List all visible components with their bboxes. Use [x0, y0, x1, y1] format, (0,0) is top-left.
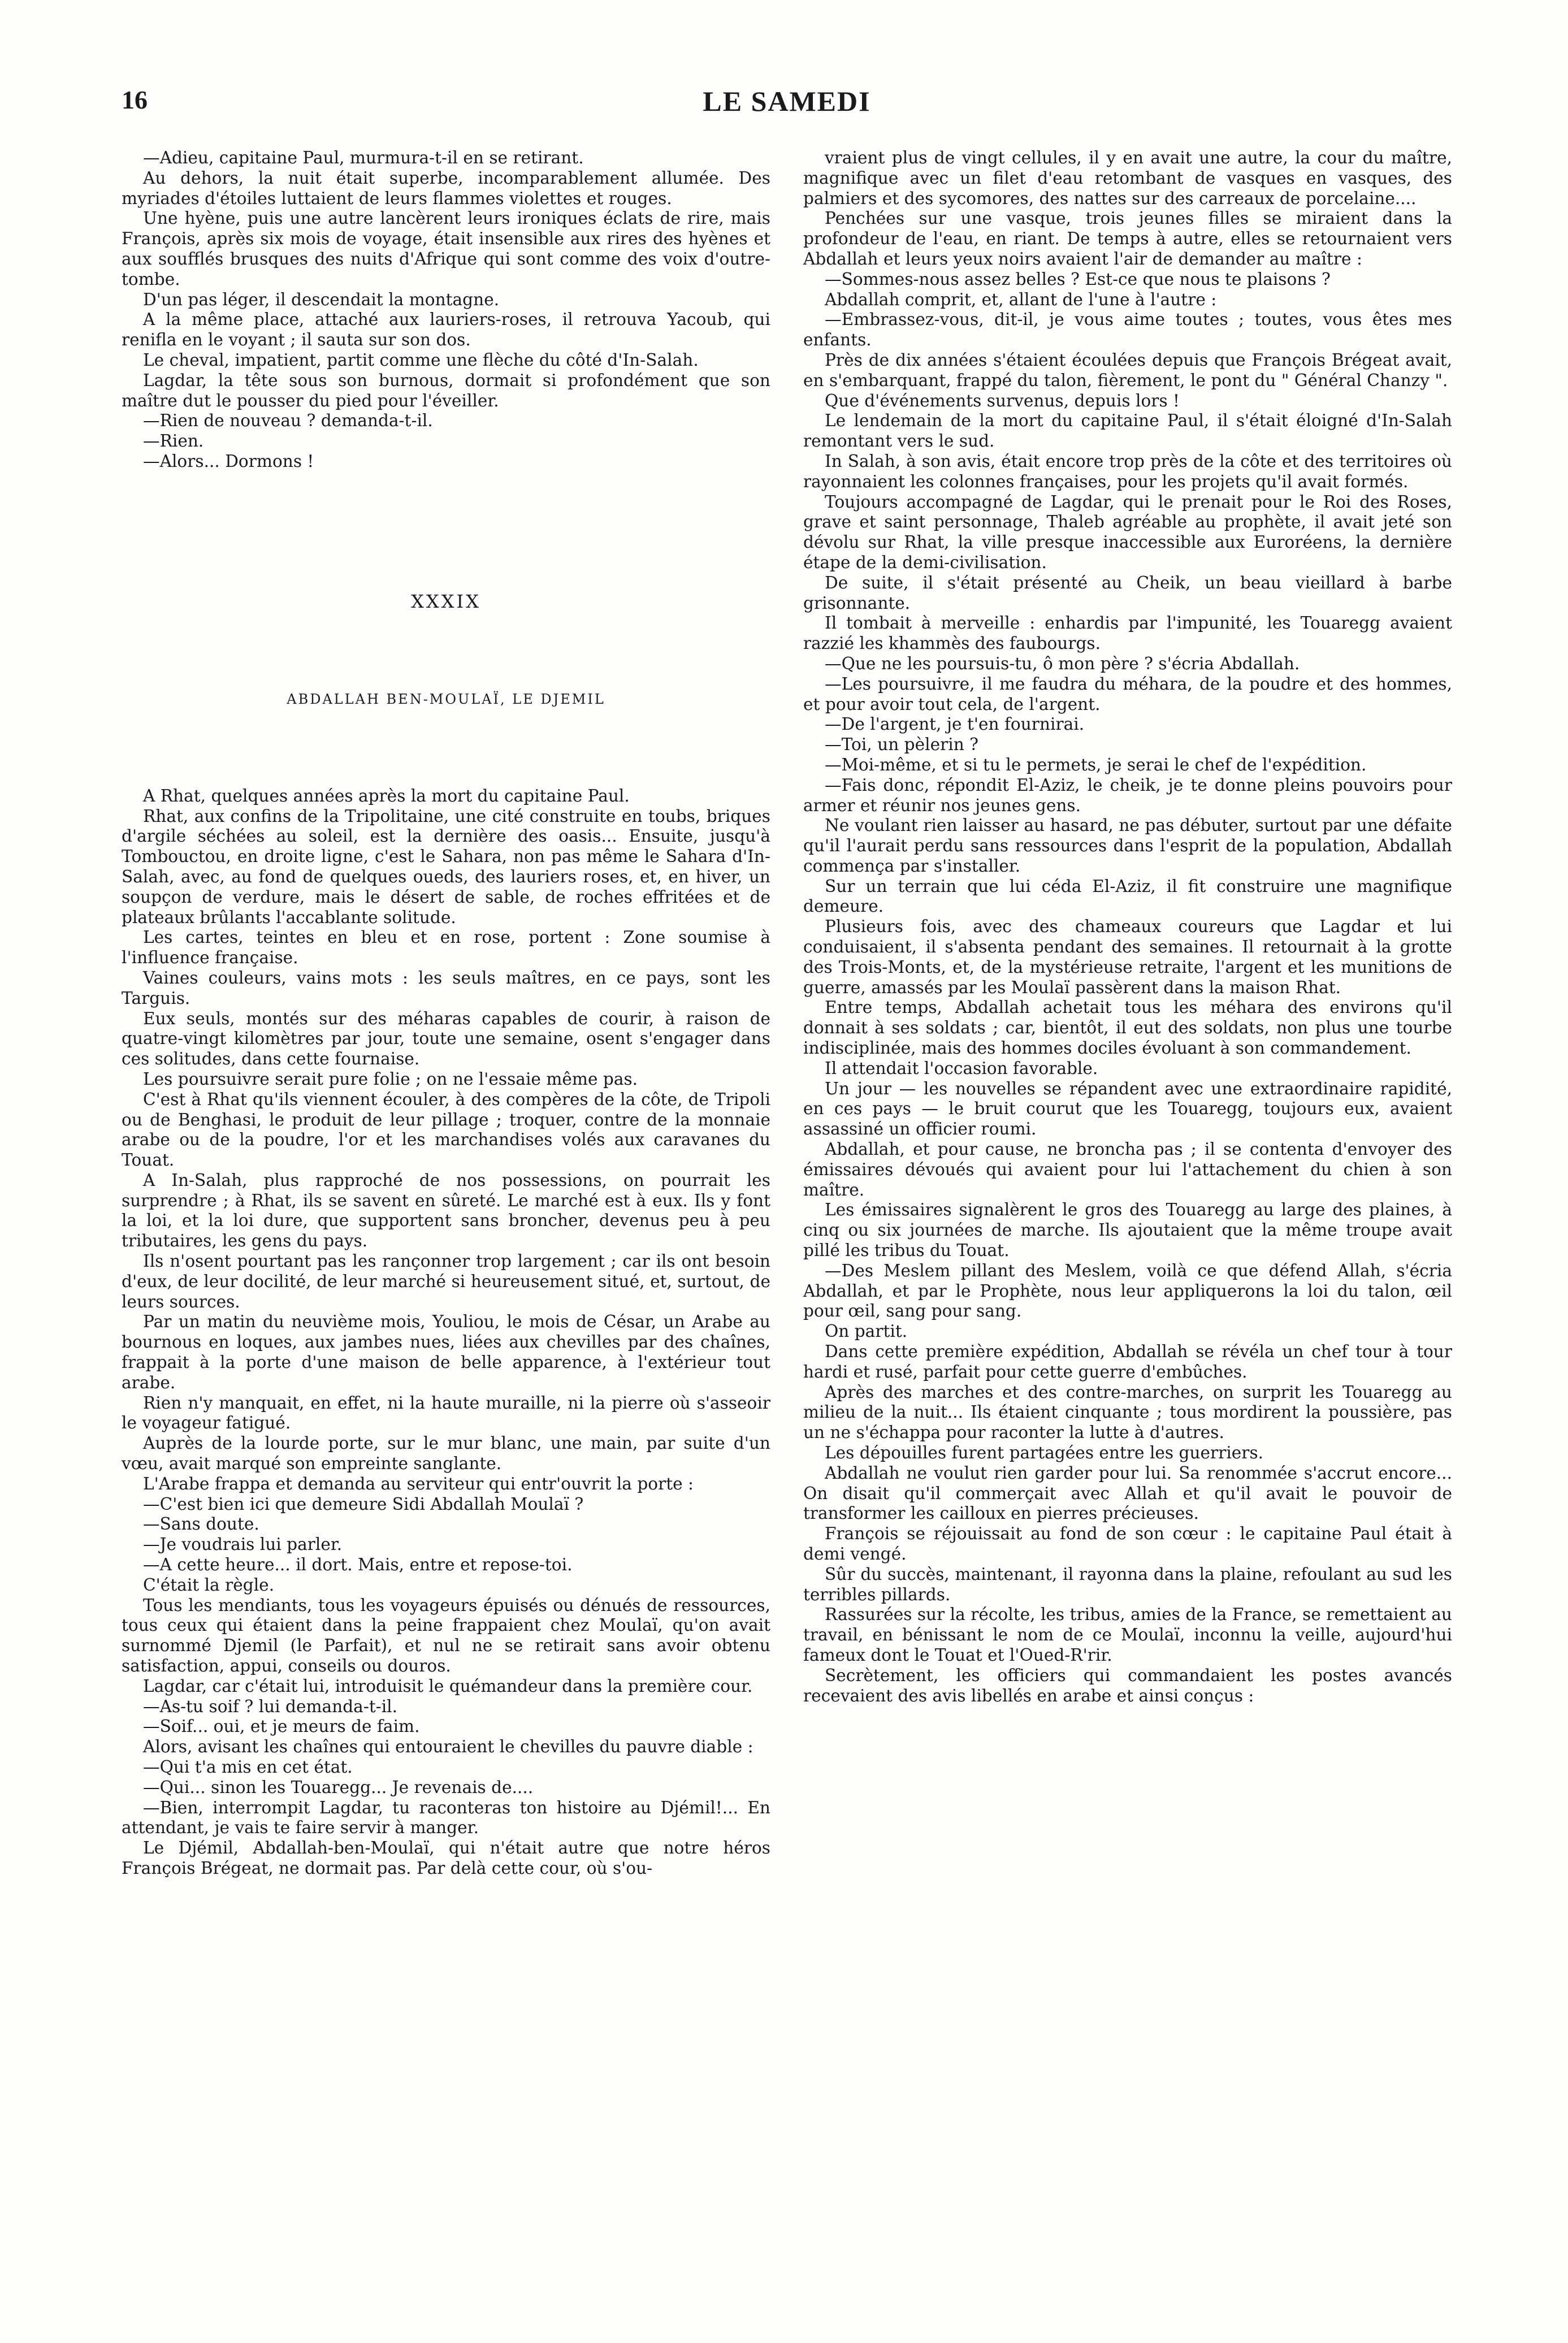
- paragraph: Entre temps, Abdallah achetait tous les méhara des environs qu'il donnait à ses soldats ; car, bientôt, il eut des soldats, non plus une tourbe indisciplinée, mais des hommes dociles évoluant à son commandement.: [803, 998, 1452, 1058]
- paragraph: Ils n'osent pourtant pas les rançonner trop largement ; car ils ont besoin d'eux, de leur docilité, de leur marché si heureusement situé, et, surtout, de leurs sources.: [122, 1251, 770, 1311]
- paragraph: In Salah, à son avis, était encore trop près de la côte et des territoires où rayonnaient les colonnes françaises, pour les projets qu'il avait formés.: [803, 451, 1452, 491]
- paragraph: C'est à Rhat qu'ils viennent écouler, à des compères de la côte, de Tripoli ou de Benghasi, le produit de leur pillage ; troquer, contre de la monnaie arabe ou de la poudre, l'or et les marchandises volés aux caravanes du Touat.: [122, 1089, 770, 1170]
- paragraph: —Sommes-nous assez belles ? Est-ce que nous te plaisons ?: [825, 269, 1331, 289]
- paragraph: Abdallah ne voulut rien garder pour lui. Sa renommée s'accrut encore... On disait qu'il commerçait avec Allah et qu'il avait le pouvoir de transformer les cailloux en pierres précieuses.: [803, 1463, 1452, 1523]
- page-number: 16: [122, 85, 148, 114]
- paragraph: Auprès de la lourde porte, sur le mur blanc, une main, par suite d'un vœu, avait marqué son empreinte sanglante.: [122, 1433, 770, 1474]
- paragraph: —Rien.: [143, 431, 204, 451]
- left-after-chapter: [122, 786, 770, 1879]
- paragraph: —Embrassez-vous, dit-il, je vous aime toutes ; toutes, vous êtes mes enfants.: [803, 310, 1452, 350]
- paragraph: Un jour — les nouvelles se répandent avec une extraordinaire rapidité, en ces pays — le bruit courut que les Touaregg, toujours eux, avaient assassiné un officier roumi.: [803, 1079, 1452, 1139]
- paragraph: De suite, il s'était présenté au Cheik, un beau vieillard à barbe grisonnante.: [803, 573, 1452, 613]
- paragraph: —Qui... sinon les Touaregg... Je revenais de....: [143, 1777, 534, 1797]
- paragraph: A In-Salah, plus rapproché de nos possessions, on pourrait les surprendre ; à Rhat, ils se savent en sûreté. Le marché est à eux. Ils y font la loi, et la loi dure, que supportent sans broncher, devenus peu à peu tributaires, les gens du pays.: [122, 1170, 770, 1251]
- paragraph: Rhat, aux confins de la Tripolitaine, une cité construite en toubs, briques d'argile séchées au soleil, est la dernière des oasis... Ensuite, jusqu'à Tombouctou, en droite ligne, c'est le Sahara, non pas même le Sahara d'In-Salah, avec, au fond de quelques oueds, des lauriers roses, et, en hiver, un soupçon de verdure, mais le désert de sable, de roches effritées et de plateaux brûlants l'accablante solitude.: [122, 806, 770, 927]
- paragraph: Dans cette première expédition, Abdallah se révéla un chef tour à tour hardi et rusé, parfait pour cette guerre d'embûches.: [803, 1342, 1452, 1381]
- paragraph: Que d'événements survenus, depuis lors !: [825, 391, 1180, 410]
- paragraph: —Des Meslem pillant des Meslem, voilà ce que défend Allah, s'écria Abdallah, et par le Prophète, nous leur appliquerons la loi du talon, œil pour œil, sang pour sang.: [803, 1261, 1452, 1321]
- paragraph: —Alors... Dormons !: [143, 451, 314, 471]
- paragraph: Lagdar, la tête sous son burnous, dormait si profondément que son maître dut le pousser du pied pour l'éveiller.: [122, 370, 770, 410]
- paragraph: L'Arabe frappa et demanda au serviteur qui entr'ouvrit la porte :: [143, 1474, 694, 1493]
- paragraph: —Bien, interrompit Lagdar, tu raconteras ton histoire au Djémil!... En attendant, je vais te faire servir à manger.: [122, 1798, 770, 1838]
- paragraph: A la même place, attaché aux lauriers-roses, il retrouva Yacoub, qui renifla en le voyant ; il sauta sur son dos.: [122, 310, 770, 350]
- paragraph: —Moi-même, et si tu le permets, je serai le chef de l'expédition.: [825, 755, 1367, 774]
- chapter-number: XXXIX: [411, 590, 481, 612]
- paragraph: Penchées sur une vasque, trois jeunes filles se miraient dans la profondeur de l'eau, en riant. De temps à autre, elles se retournaient vers Abdallah et leurs yeux noirs avaient l'air de demander au maître :: [803, 209, 1452, 268]
- left-before-chapter: [122, 148, 770, 472]
- paragraph: Le cheval, impatient, partit comme une flèche du côté d'In-Salah.: [143, 350, 699, 370]
- paragraph: On partit.: [825, 1322, 908, 1341]
- paragraph: —Fais donc, répondit El-Aziz, le cheik, je te donne pleins pouvoirs pour armer et réunir nos jeunes gens.: [803, 775, 1452, 815]
- column-left: [122, 148, 770, 1879]
- paragraph: Vaines couleurs, vains mots : les seuls maîtres, en ce pays, sont les Targuis.: [122, 968, 770, 1008]
- paragraph: —Sans doute.: [143, 1514, 259, 1534]
- running-head: [122, 85, 1452, 124]
- paragraph: —A cette heure... il dort. Mais, entre et repose-toi.: [143, 1555, 573, 1575]
- paragraph: Il attendait l'occasion favorable.: [825, 1058, 1098, 1078]
- paragraph: —De l'argent, je t'en fournirai.: [825, 714, 1085, 734]
- right-paragraphs: [803, 148, 1452, 1706]
- paragraph: —As-tu soif ? lui demanda-t-il.: [143, 1696, 398, 1716]
- paragraph: Secrètement, les officiers qui commandaient les postes avancés recevaient des avis libellés en arabe et ainsi conçus :: [803, 1665, 1452, 1705]
- paragraph: —C'est bien ici que demeure Sidi Abdallah Moulaï ?: [143, 1494, 584, 1514]
- paragraph: Rassurées sur la récolte, les tribus, amies de la France, se remettaient au travail, en bénissant le nom de ce Moulaï, inconnu la veille, aujourd'hui fameux dont le Touat et l'Oued-R'rir.: [803, 1605, 1452, 1665]
- paragraph: Abdallah comprit, et, allant de l'une à l'autre :: [825, 289, 1217, 309]
- paragraph: Plusieurs fois, avec des chameaux coureurs que Lagdar et lui conduisaient, il s'absenta pendant des semaines. Il retournait à la grotte des Trois-Monts, et, de la mystérieuse retraite, l'argent et les munitions de guerre, amassés par les Moulaï passèrent dans la maison Rhat.: [803, 917, 1452, 997]
- paragraph: Rien n'y manquait, en effet, ni la haute muraille, ni la pierre où s'asseoir le voyageur fatigué.: [122, 1393, 770, 1433]
- paragraph: Le lendemain de la mort du capitaine Paul, il s'était éloigné d'In-Salah remontant vers le sud.: [803, 411, 1452, 451]
- paragraph: Toujours accompagné de Lagdar, qui le prenait pour le Roi des Roses, grave et saint personnage, Thaleb agréable au prophète, il avait jeté son dévolu sur Rhat, la ville presque inaccessible aux Euroréens, la dernière étape de la demi-civilisation.: [803, 492, 1452, 572]
- paragraph: —Qui t'a mis en cet état.: [143, 1757, 353, 1777]
- paragraph: Les poursuivre serait pure folie ; on ne l'essaie même pas.: [143, 1069, 638, 1089]
- paragraph: Près de dix années s'étaient écoulées depuis que François Brégeat avait, en s'embarquant, frappé du talon, fièrement, le pont du " Général Chanzy ".: [803, 350, 1452, 390]
- paragraph: —Soif... oui, et je meurs de faim.: [143, 1717, 420, 1736]
- text-columns: [122, 148, 1452, 1879]
- paragraph: C'était la règle.: [143, 1575, 275, 1595]
- paragraph: Sur un terrain que lui céda El-Aziz, il fit construire une magnifique demeure.: [803, 876, 1452, 916]
- paragraph: Les cartes, teintes en bleu et en rose, portent : Zone soumise à l'influence française.: [122, 928, 770, 968]
- paragraph: —Toi, un pèlerin ?: [825, 735, 979, 755]
- paragraph: Ne voulant rien laisser au hasard, ne pas débuter, surtout par une défaite qu'il l'aurait perdu sans ressources dans l'esprit de la population, Abdallah commença par s'installer.: [803, 816, 1452, 876]
- paragraph: Alors, avisant les chaînes qui entouraient le chevilles du pauvre diable :: [143, 1737, 753, 1757]
- paragraph: D'un pas léger, il descendait la montagne.: [143, 289, 500, 309]
- paragraph: —Rien de nouveau ? demanda-t-il.: [143, 411, 433, 431]
- paragraph: Les dépouilles furent partagées entre les guerriers.: [825, 1443, 1264, 1462]
- paragraph: Abdallah, et pour cause, ne broncha pas ; il se contenta d'envoyer des émissaires dévoués qui avaient pour lui l'attachement du chien à son maître.: [803, 1140, 1452, 1199]
- paragraph: Tous les mendiants, tous les voyageurs épuisés ou dénués de ressources, tous ceux qui étaient dans la peine frappaient chez Moulaï, qu'on avait surnommé Djemil (le Parfait), et nul ne se retirait sans avoir obtenu satisfaction, appui, conseils ou douros.: [122, 1595, 770, 1676]
- chapter-title: ABDALLAH BEN-MOULAÏ, LE DJEMIL: [287, 691, 605, 707]
- paragraph: Une hyène, puis une autre lancèrent leurs ironiques éclats de rire, mais François, après six mois de voyage, était insensible aux rires des hyènes et aux soufflés brusques des nuits d'Afrique qui sont comme des voix d'outre-tombe.: [122, 209, 770, 289]
- paragraph: vraient plus de vingt cellules, il y en avait une autre, la cour du maître, magnifique avec un filet d'eau retombant de vasques en vasques, des palmiers et des sycomores, des nattes sur des carreaux de porcelaine....: [803, 148, 1452, 208]
- paragraph: Les émissaires signalèrent le gros des Touaregg au large des plaines, à cinq ou six journées de marche. Ils ajoutaient que la même troupe avait pillé les tribus du Touat.: [803, 1200, 1452, 1261]
- paragraph: —Je voudrais lui parler.: [143, 1535, 343, 1554]
- paragraph: Eux seuls, montés sur des méharas capables de courir, à raison de quatre-vingt kilomètres par jour, toute une semaine, osent s'engager dans ces solitudes, dans cette fournaise.: [122, 1008, 770, 1069]
- paragraph: Sûr du succès, maintenant, il rayonna dans la plaine, refoulant au sud les terribles pillards.: [803, 1564, 1452, 1604]
- paragraph: Par un matin du neuvième mois, Youliou, le mois de César, un Arabe au bournous en loques, aux jambes nues, liées aux chevilles par des chaînes, frappait à la porte d'une maison de belle apparence, à l'extérieur tout arabe.: [122, 1312, 770, 1392]
- paragraph: Au dehors, la nuit était superbe, incomparablement allumée. Des myriades d'étoiles luttaient de leurs flammes violettes et rouges.: [122, 168, 770, 208]
- paragraph: A Rhat, quelques années après la mort du capitaine Paul.: [143, 786, 630, 805]
- journal-title: LE SAMEDI: [703, 85, 871, 117]
- column-right: [803, 148, 1452, 1879]
- paragraph: Lagdar, car c'était lui, introduisit le quémandeur dans la première cour.: [143, 1676, 753, 1696]
- paragraph: Il tombait à merveille : enhardis par l'impunité, les Touaregg avaient razzié les khammès des faubourgs.: [803, 613, 1452, 653]
- paragraph: —Adieu, capitaine Paul, murmura-t-il en se retirant.: [143, 148, 584, 167]
- paragraph: —Les poursuivre, il me faudra du méhara, de la poudre et des hommes, et pour avoir tout cela, de l'argent.: [803, 674, 1452, 714]
- paragraph: François se réjouissait au fond de son cœur : le capitaine Paul était à demi vengé.: [803, 1524, 1452, 1564]
- paragraph: Le Djémil, Abdallah-ben-Moulaï, qui n'était autre que notre héros François Brégeat, ne dormait pas. Par delà cette cour, où s'ou-: [122, 1838, 770, 1878]
- paragraph: Après des marches et des contre-marches, on surprit les Touaregg au milieu de la nuit... Ils étaient cinquante ; tous mordirent la poussière, pas un ne s'échappa pour raconter la lutte à d'autres.: [803, 1382, 1452, 1443]
- paragraph: —Que ne les poursuis-tu, ô mon père ? s'écria Abdallah.: [825, 653, 1300, 673]
